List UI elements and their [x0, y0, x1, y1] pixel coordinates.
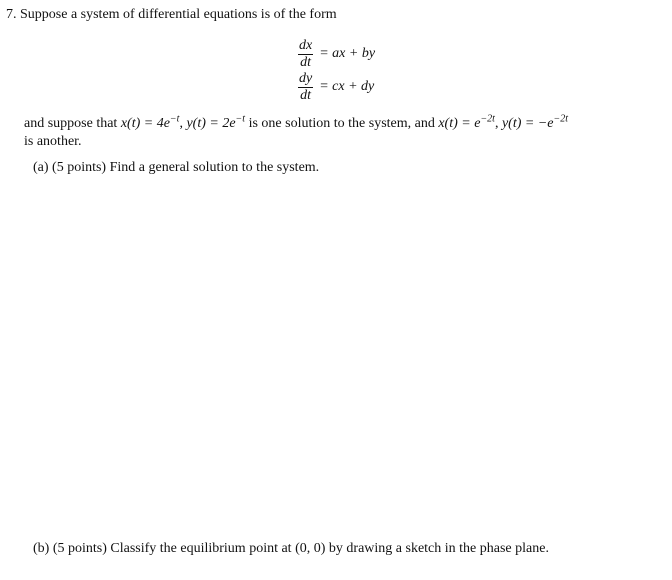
part-a-answer-space	[24, 185, 654, 530]
equation-dx	[298, 36, 375, 72]
problem-body-line-2: is another.	[24, 134, 82, 149]
problem-body	[24, 115, 664, 151]
problem-intro: Suppose a system of differential equations is of the form	[20, 7, 337, 22]
problem-number: 7.	[6, 7, 17, 22]
fraction-dx-dt: $\frac{dx}{dt}$	[299, 37, 313, 70]
part-a-prompt: (a) (5 points) Find a general solution to the system.	[33, 160, 320, 175]
solution-1-y: $y(t) = 2e^{-t}$	[186, 113, 246, 131]
equation-dy-rhs: = cx + dy	[319, 79, 375, 94]
solution-2-x: $x(t) = e^{-2t}$	[438, 113, 495, 131]
solution-1-x: $x(t) = 4e^{-t}$	[120, 113, 180, 131]
fraction-dy-dt: $\frac{dy}{dt}$	[299, 70, 313, 103]
problem-body-line-1: and suppose that $x(t) = 4e^{-t}$, $y(t) = 2e^{-t}$ is one solution to the system, and $x(t) = e^{-2t}$, $y(t) = -e^{-2t}$	[24, 113, 569, 131]
solution-2-y: $y(t) = -e^{-2t}$	[501, 113, 569, 131]
equation-dy	[298, 69, 374, 105]
problem-heading	[6, 7, 337, 23]
equation-dx-rhs: = ax + by	[319, 46, 376, 61]
part-b-prompt: (b) (5 points) Classify the equilibrium point at (0, 0) by drawing a sketch in the phase plane.	[33, 541, 549, 556]
